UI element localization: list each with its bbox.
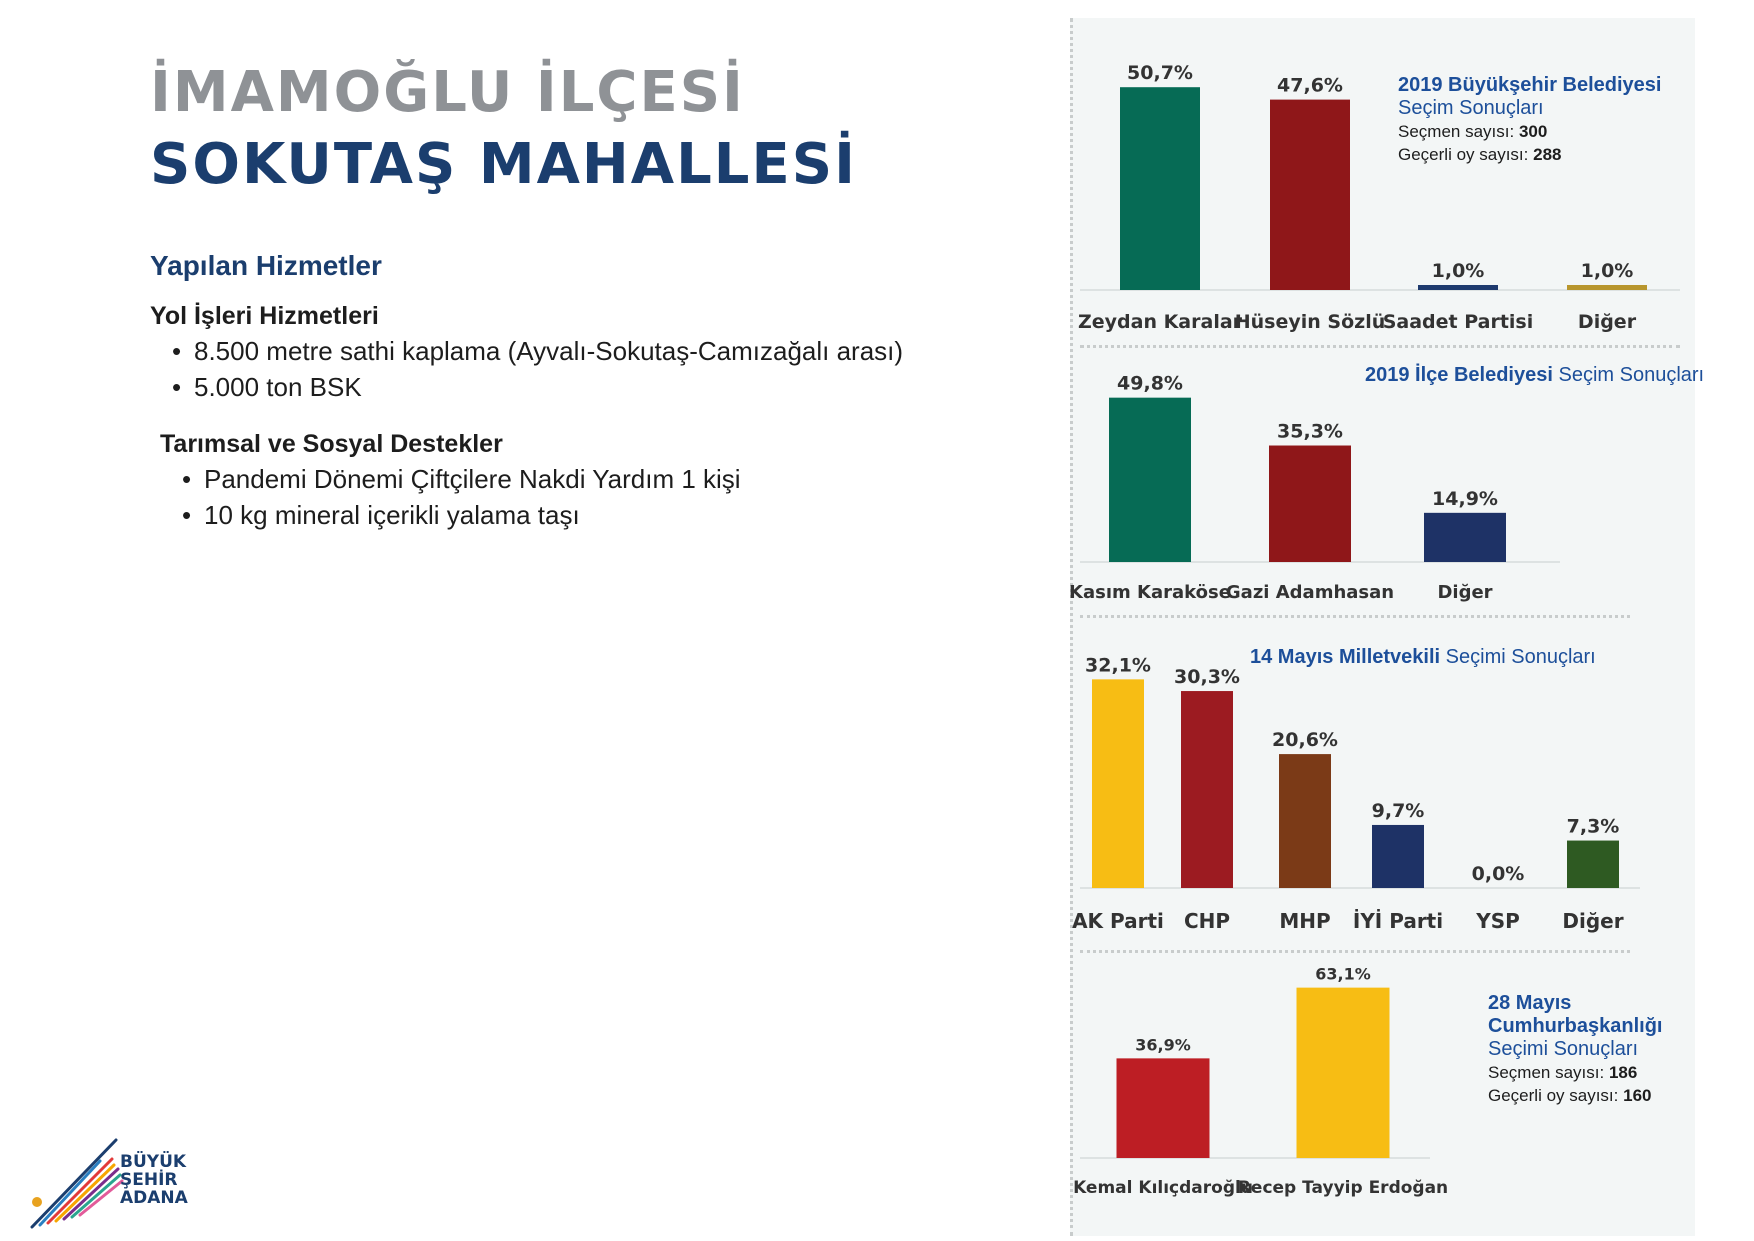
bar-4 [1372, 825, 1424, 888]
bar-3 [1418, 285, 1498, 290]
separator [1080, 950, 1630, 953]
bar-1 [1109, 398, 1191, 562]
value-label: 63,1% [1315, 964, 1371, 984]
category-label: Diğer [1577, 311, 1637, 333]
chart-28-may-presidential [1073, 964, 1449, 1215]
value-label: 30,3% [1174, 666, 1240, 689]
list-item: • 10 kg mineral içerikli yalama taşı [182, 500, 580, 530]
category-label: Gazi Adamhasan [1225, 582, 1395, 603]
services-heading: Yapılan Hizmetler [150, 250, 382, 281]
value-label: 14,9% [1432, 487, 1498, 510]
category-label: Kemal Kılıçdaroğlu [1073, 1178, 1253, 1198]
category-label: Zeydan Karalar [1077, 311, 1243, 333]
bar-2 [1270, 100, 1350, 290]
value-label: 7,3% [1566, 815, 1620, 838]
value-label: 0,0% [1471, 863, 1525, 885]
separator [1080, 345, 1680, 348]
panel4-info: 28 Mayıs Cumhurbaşkanlığı Seçimi Sonuçları Seçmen sayısı: 186 Geçerli oy sayısı: 160 [1488, 992, 1663, 1105]
separator [1080, 615, 1630, 618]
category-label: Recep Tayyip Erdoğan [1237, 1178, 1449, 1198]
list-item: • 8.500 metre sathi kaplama (Ayvalı-Sokutaş-Camızağalı arası) [172, 336, 904, 366]
category-label: Kasım Karaköse [1069, 582, 1231, 603]
panel2-title: 2019 İlçe Belediyesi Seçim Sonuçları [1365, 364, 1705, 386]
district-title: İMAMOĞLU İLÇESİ [150, 60, 745, 125]
panel1-info: 2019 Büyükşehir Belediyesi Seçim Sonuçları Seçmen sayısı: 300 Geçerli oy sayısı: 288 [1398, 74, 1662, 164]
bar-1 [1092, 679, 1144, 888]
logo-text: BÜYÜK ŞEHİR ADANA [120, 1152, 188, 1208]
category-label: AK Parti [1072, 909, 1164, 933]
value-label: 20,6% [1272, 729, 1338, 752]
category-label: Hüseyin Sözlü [1234, 311, 1386, 333]
chart-2019-district [1069, 362, 1580, 612]
category-label: CHP [1183, 909, 1231, 933]
list-item: • Pandemi Dönemi Çiftçilere Nakdi Yardım 1 kişi [182, 464, 741, 494]
category-label: MHP [1279, 909, 1331, 933]
bar-1 [1117, 1058, 1210, 1158]
chart-2019-metropolitan [1077, 30, 1680, 340]
category-label: YSP [1476, 909, 1520, 933]
bar-4 [1567, 285, 1647, 290]
value-label: 47,6% [1277, 74, 1343, 97]
bar-3 [1424, 513, 1506, 562]
bar-6 [1567, 841, 1619, 888]
category-label: İYİ Parti [1352, 909, 1444, 933]
value-label: 36,9% [1135, 1035, 1191, 1055]
value-label: 49,8% [1117, 372, 1183, 395]
value-label: 32,1% [1085, 654, 1151, 677]
list-item: • 5.000 ton BSK [172, 372, 362, 402]
bar-2 [1269, 446, 1351, 562]
value-label: 1,0% [1580, 260, 1634, 282]
value-label: 9,7% [1371, 799, 1425, 822]
value-label: 1,0% [1431, 260, 1485, 282]
support-title: Tarımsal ve Sosyal Destekler [160, 430, 503, 458]
bar-2 [1181, 691, 1233, 888]
bar-3 [1279, 754, 1331, 888]
panel3-title: 14 Mayıs Milletvekili Seçimi Sonuçları [1250, 646, 1596, 668]
value-label: 35,3% [1277, 420, 1343, 443]
bar-1 [1120, 87, 1200, 290]
category-label: Diğer [1437, 582, 1493, 603]
category-label: Saadet Partisi [1382, 311, 1534, 333]
bar-2 [1297, 988, 1390, 1158]
value-label: 50,7% [1127, 62, 1193, 85]
road-services-title: Yol İşleri Hizmetleri [150, 302, 379, 330]
neighborhood-title: SOKUTAŞ MAHALLESİ [150, 132, 857, 197]
category-label: Diğer [1562, 909, 1624, 933]
